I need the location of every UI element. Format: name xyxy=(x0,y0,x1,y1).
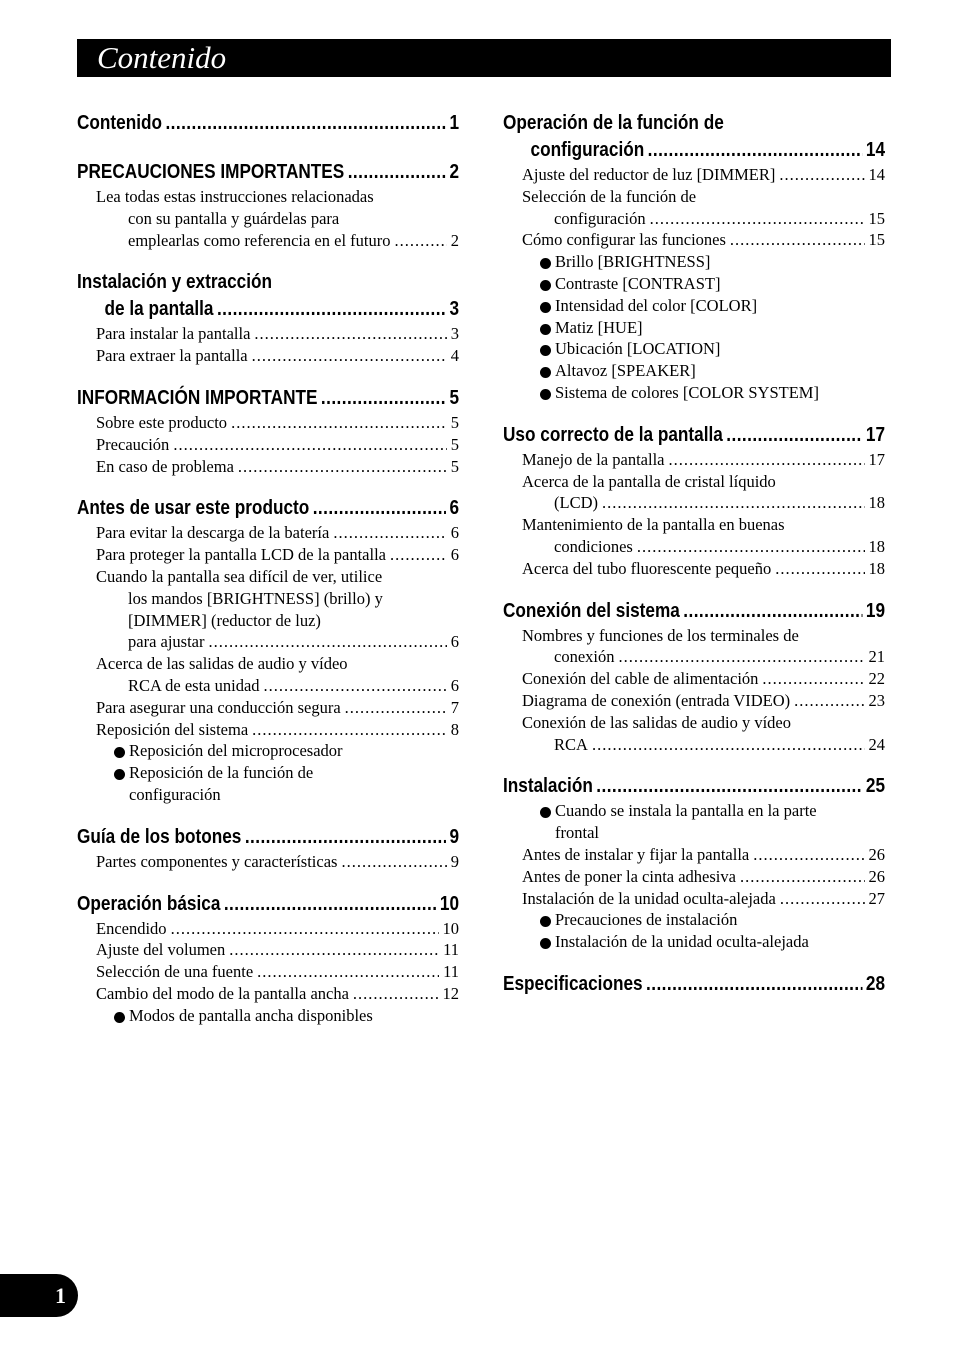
toc-entry[interactable] xyxy=(77,456,459,478)
toc-page-number: 28 xyxy=(865,972,886,995)
toc-left-column xyxy=(77,110,459,1045)
bullet-dot-icon xyxy=(114,1012,125,1023)
toc-page-number: 11 xyxy=(443,962,459,982)
toc-page-number: 14 xyxy=(868,165,885,184)
toc-entry-label: Para asegurar una conducción segura xyxy=(96,697,341,717)
toc-page-number: 18 xyxy=(868,493,885,513)
toc-bullet-label: Instalación de la unidad oculta-alejada xyxy=(555,932,809,952)
toc-heading[interactable] xyxy=(503,598,885,625)
bullet-dot-icon xyxy=(540,389,551,400)
toc-bullet-label: Precauciones de instalación xyxy=(555,910,738,930)
dot-leader xyxy=(650,208,865,230)
toc-heading-label: Uso correcto de la pantalla xyxy=(503,423,723,446)
toc-bullet-item[interactable] xyxy=(77,1005,459,1027)
toc-entry[interactable] xyxy=(77,522,459,544)
dot-leader xyxy=(345,697,447,719)
toc-bullet-label: Matiz [HUE] xyxy=(555,317,643,337)
toc-page-number: 15 xyxy=(868,208,885,228)
toc-heading-label: Contenido xyxy=(77,112,163,134)
toc-section xyxy=(77,159,459,251)
toc-bullet-label: Reposición del microprocesador xyxy=(129,741,343,761)
toc-section xyxy=(77,385,459,477)
toc-bullet-label: Contraste [CONTRAST] xyxy=(555,273,721,293)
toc-entry-label: (LCD) xyxy=(554,493,598,513)
dot-leader xyxy=(348,159,446,186)
dot-leader xyxy=(353,983,439,1005)
toc-heading-label: Guía de los botones xyxy=(77,825,242,848)
toc-bullet-item[interactable] xyxy=(503,800,885,844)
toc-entry-row xyxy=(522,208,885,230)
toc-page-number: 18 xyxy=(868,558,885,578)
toc-entry-label: Instalación de la unidad oculta-alejada xyxy=(522,888,776,908)
toc-bullet-item[interactable] xyxy=(503,382,885,404)
toc-entry[interactable] xyxy=(503,449,885,471)
toc-right-column xyxy=(503,110,885,1016)
toc-heading-row xyxy=(503,137,885,164)
toc-entry[interactable] xyxy=(503,471,885,515)
dot-leader xyxy=(165,110,446,137)
dot-leader xyxy=(224,891,437,918)
toc-entry-label: Reposición del sistema xyxy=(96,719,249,739)
toc-heading-label: Operación básica xyxy=(77,892,221,915)
toc-bullet-item[interactable] xyxy=(503,251,885,273)
toc-page-number: 25 xyxy=(865,775,886,798)
toc-bullet-label: Ubicación [LOCATION] xyxy=(555,339,721,359)
toc-bullet-item[interactable] xyxy=(77,762,459,806)
toc-page-number: 5 xyxy=(450,456,459,476)
bullet-dot-icon xyxy=(540,324,551,335)
dot-leader xyxy=(252,719,447,741)
toc-bullet-item[interactable] xyxy=(503,909,885,931)
dot-leader xyxy=(171,918,439,940)
toc-entry[interactable] xyxy=(77,851,459,873)
dot-leader xyxy=(592,734,865,756)
toc-entry[interactable] xyxy=(503,186,885,230)
toc-entry[interactable] xyxy=(503,712,885,756)
toc-section xyxy=(77,269,459,367)
toc-entry-label: Ajuste del volumen xyxy=(96,940,226,960)
toc-entry[interactable] xyxy=(503,844,885,866)
toc-page-number: 9 xyxy=(449,825,460,848)
toc-page-number: 3 xyxy=(450,324,459,344)
toc-entry-label: Lea todas estas instrucciones relacionadas xyxy=(96,187,374,206)
toc-entry-row xyxy=(522,734,885,756)
page-title: Contenido xyxy=(97,40,227,75)
toc-heading[interactable] xyxy=(77,110,459,137)
toc-heading-label: Instalación y extracción xyxy=(77,271,273,294)
toc-entry-label: Cuando la pantalla sea difícil de ver, utilice xyxy=(96,566,383,586)
dot-leader xyxy=(637,536,865,558)
toc-entry[interactable] xyxy=(503,625,885,669)
toc-entry-label: Para instalar la pantalla xyxy=(96,324,251,344)
toc-entry-label: condiciones xyxy=(554,536,633,556)
toc-entry[interactable] xyxy=(77,323,459,345)
toc-bullet-label: Modos de pantalla ancha disponibles xyxy=(129,1005,373,1025)
toc-heading[interactable] xyxy=(503,773,885,800)
toc-entry[interactable] xyxy=(77,434,459,456)
toc-entry-label: Acerca de las salidas de audio y vídeo xyxy=(96,654,348,674)
dot-leader xyxy=(596,773,862,800)
dot-leader xyxy=(245,824,446,851)
toc-bullet-label: Altavoz [SPEAKER] xyxy=(555,361,696,381)
toc-page-number: 1 xyxy=(449,112,460,134)
toc-entry[interactable] xyxy=(77,566,459,653)
toc-heading-label: Instalación xyxy=(503,775,593,798)
toc-entry[interactable] xyxy=(77,345,459,367)
toc-entry-label: Antes de instalar y fijar la pantalla xyxy=(522,844,750,864)
toc-entry-label: RCA de esta unidad xyxy=(128,675,260,695)
toc-entry-label: Antes de poner la cinta adhesiva xyxy=(522,866,736,886)
page-number-tab xyxy=(0,1274,78,1317)
toc-entry[interactable] xyxy=(503,888,885,910)
toc-page-number: 7 xyxy=(450,697,459,717)
toc-entry-label: [DIMMER] (reductor de luz) xyxy=(128,610,321,630)
toc-section xyxy=(77,110,459,137)
dot-leader xyxy=(238,456,447,478)
toc-entry-label: Sobre este producto xyxy=(96,412,228,432)
toc-entry-label: los mandos [BRIGHTNESS] (brillo) y xyxy=(128,588,383,608)
toc-entry-label: Manejo de la pantalla xyxy=(522,449,665,469)
toc-page-number: 5 xyxy=(450,434,459,454)
toc-page-number: 27 xyxy=(868,888,885,908)
toc-entry[interactable] xyxy=(503,558,885,580)
toc-section xyxy=(503,110,885,404)
toc-entry-label: Conexión del cable de alimentación xyxy=(522,669,759,689)
toc-page-number: 19 xyxy=(865,599,886,622)
dot-leader xyxy=(753,844,864,866)
toc-page-number: 14 xyxy=(865,139,886,161)
dot-leader xyxy=(254,323,446,345)
toc-entry[interactable] xyxy=(503,514,885,558)
toc-bullet-item[interactable] xyxy=(503,295,885,317)
toc-heading-label: PRECAUCIONES IMPORTANTES xyxy=(77,161,345,183)
toc-bullet-item[interactable] xyxy=(503,360,885,382)
toc-entry-row xyxy=(96,631,459,653)
toc-entry-label: Cambio del modo de la pantalla ancha xyxy=(96,983,349,1003)
toc-entry[interactable] xyxy=(77,918,459,940)
toc-entry[interactable] xyxy=(77,697,459,719)
toc-entry-label: Nombres y funciones de los terminales de xyxy=(522,625,799,645)
toc-page-number: 11 xyxy=(443,940,459,960)
toc-heading[interactable] xyxy=(77,159,459,186)
toc-heading[interactable] xyxy=(77,495,459,522)
toc-entry[interactable] xyxy=(77,719,459,741)
dot-leader xyxy=(390,544,447,566)
title-bar xyxy=(77,39,891,77)
toc-entry[interactable] xyxy=(503,668,885,690)
dot-leader xyxy=(209,631,447,653)
toc-page-number: 6 xyxy=(450,545,459,565)
toc-page-number: 2 xyxy=(450,230,459,250)
toc-heading-label: configuración xyxy=(530,139,645,161)
bullet-dot-icon xyxy=(540,280,551,291)
dot-leader xyxy=(780,888,865,910)
toc-heading-label: INFORMACIÓN IMPORTANTE xyxy=(77,386,318,409)
dot-leader xyxy=(668,449,864,471)
page-number: 1 xyxy=(55,1283,66,1308)
toc-heading-label: Conexión del sistema xyxy=(503,599,680,622)
toc-section xyxy=(503,598,885,756)
toc-entry[interactable] xyxy=(503,866,885,888)
dot-leader xyxy=(341,851,446,873)
toc-bullet-label: Sistema de colores [COLOR SYSTEM] xyxy=(555,382,819,402)
dot-leader xyxy=(257,961,439,983)
dot-leader xyxy=(775,558,864,580)
dot-leader xyxy=(264,675,447,697)
toc-entry-label: Precaución xyxy=(96,434,170,454)
toc-page-number: 5 xyxy=(450,412,459,432)
toc-entry-label: Partes componentes y características xyxy=(96,851,338,871)
toc-heading[interactable] xyxy=(503,422,885,449)
dot-leader xyxy=(779,164,864,186)
toc-entry[interactable] xyxy=(77,961,459,983)
toc-heading-label: Antes de usar este producto xyxy=(77,497,310,520)
toc-page-number: 15 xyxy=(868,230,885,250)
toc-entry-label: Para extraer la pantalla xyxy=(96,346,248,366)
toc-page-number: 4 xyxy=(450,346,459,366)
toc-heading-label: Operación de la función de xyxy=(503,112,724,134)
toc-bullet-label: Intensidad del color [COLOR] xyxy=(555,295,758,315)
toc-entry[interactable] xyxy=(77,186,459,251)
toc-heading[interactable] xyxy=(77,385,459,412)
toc-entry-label: con su pantalla y guárdelas para xyxy=(128,208,340,228)
toc-entry[interactable] xyxy=(77,939,459,961)
toc-entry-label: Acerca del tubo fluorescente pequeño xyxy=(522,558,772,578)
dot-leader xyxy=(683,598,862,625)
toc-page-number: 6 xyxy=(450,675,459,695)
toc-entry-label: Acerca de la pantalla de cristal líquido xyxy=(522,471,776,491)
toc-entry-label: Conexión de las salidas de audio y vídeo xyxy=(522,712,791,732)
toc-bullet-label: configuración xyxy=(129,784,221,804)
toc-section xyxy=(77,495,459,805)
toc-entry[interactable] xyxy=(77,412,459,434)
toc-entry[interactable] xyxy=(77,653,459,697)
toc-bullet-label: Cuando se instala la pantalla en la parte xyxy=(555,801,817,821)
toc-section xyxy=(503,971,885,998)
toc-entry[interactable] xyxy=(503,164,885,186)
toc-bullet-item[interactable] xyxy=(503,931,885,953)
dot-leader xyxy=(173,434,446,456)
toc-page-number: 6 xyxy=(450,523,459,543)
toc-page-number: 2 xyxy=(449,161,460,183)
toc-entry-label: Cómo configurar las funciones xyxy=(522,230,726,250)
dot-leader xyxy=(321,385,446,412)
toc-entry-label: Ajuste del reductor de luz [DIMMER] xyxy=(522,165,776,184)
toc-page-number: 5 xyxy=(449,386,460,409)
dot-leader xyxy=(740,866,865,888)
toc-page-number: 17 xyxy=(868,449,885,469)
toc-bullet-item[interactable] xyxy=(77,740,459,762)
toc-entry-label: configuración xyxy=(554,208,646,228)
dot-leader xyxy=(333,522,446,544)
toc-entry[interactable] xyxy=(503,229,885,251)
toc-page-number: 8 xyxy=(450,719,459,739)
toc-page-number: 6 xyxy=(449,497,460,520)
dot-leader xyxy=(229,939,439,961)
dot-leader xyxy=(217,296,446,323)
toc-entry-row xyxy=(522,492,885,514)
toc-page-number: 23 xyxy=(868,690,885,710)
toc-page-number: 6 xyxy=(450,632,459,652)
dot-leader xyxy=(395,230,447,252)
toc-entry-label: Diagrama de conexión (entrada VIDEO) xyxy=(522,690,791,710)
toc-page-number: 21 xyxy=(868,647,885,667)
toc-page-number: 12 xyxy=(442,983,459,1003)
dot-leader xyxy=(762,668,864,690)
toc-page-number: 24 xyxy=(868,734,885,754)
toc-bullet-label: Reposición de la función de xyxy=(129,763,314,783)
dot-leader xyxy=(231,412,447,434)
toc-entry-label: Para evitar la descarga de la batería xyxy=(96,523,330,543)
toc-bullet-label: Brillo [BRIGHTNESS] xyxy=(555,252,711,272)
toc-heading[interactable] xyxy=(77,824,459,851)
toc-section xyxy=(503,422,885,580)
toc-heading[interactable] xyxy=(77,891,459,918)
toc-entry-label: conexión xyxy=(554,647,615,667)
toc-entry-label: Mantenimiento de la pantalla en buenas xyxy=(522,515,785,535)
dot-leader xyxy=(252,345,447,367)
toc-page-number: 18 xyxy=(868,536,885,556)
toc-page-number: 10 xyxy=(442,918,459,938)
toc-entry[interactable] xyxy=(503,690,885,712)
toc-page-number: 26 xyxy=(868,866,885,886)
toc-entry-label: Para proteger la pantalla LCD de la pantalla xyxy=(96,545,386,565)
toc-entry-row xyxy=(96,230,459,252)
dot-leader xyxy=(646,971,862,998)
toc-page-number: 22 xyxy=(868,669,885,689)
toc-section xyxy=(77,824,459,873)
toc-bullet-label: frontal xyxy=(555,823,599,843)
toc-page-number: 17 xyxy=(865,423,886,446)
toc-bullet-item[interactable] xyxy=(503,317,885,339)
toc-entry-label: RCA xyxy=(554,734,588,754)
toc-entry-label: Selección de la función de xyxy=(522,186,697,206)
toc-bullet-item[interactable] xyxy=(503,338,885,360)
dot-leader xyxy=(602,492,865,514)
toc-entry-row xyxy=(522,536,885,558)
toc-entry-label: para ajustar xyxy=(128,632,205,652)
dot-leader xyxy=(618,646,864,668)
toc-entry[interactable] xyxy=(77,983,459,1005)
toc-page-number: 9 xyxy=(450,851,459,871)
dot-leader xyxy=(313,495,446,522)
toc-entry-row xyxy=(522,646,885,668)
toc-section xyxy=(77,891,459,1027)
toc-heading[interactable] xyxy=(503,971,885,998)
toc-heading-label: de la pantalla xyxy=(104,298,214,321)
toc-heading[interactable] xyxy=(77,269,459,323)
toc-entry[interactable] xyxy=(77,544,459,566)
toc-entry-row xyxy=(96,675,459,697)
toc-bullet-item[interactable] xyxy=(503,273,885,295)
dot-leader xyxy=(726,422,862,449)
toc-page-number: 10 xyxy=(439,892,460,915)
bullet-dot-icon xyxy=(540,302,551,313)
toc-heading-label: Especificaciones xyxy=(503,972,643,995)
dot-leader xyxy=(794,690,864,712)
dot-leader xyxy=(648,137,863,164)
toc-entry-label: Selección de una fuente xyxy=(96,962,254,982)
toc-entry-label: Encendido xyxy=(96,918,167,938)
toc-section xyxy=(503,773,885,953)
toc-page-number: 3 xyxy=(449,298,460,321)
toc-entry-label: En caso de problema xyxy=(96,456,234,476)
toc-heading-row xyxy=(77,296,459,323)
toc-page-number: 26 xyxy=(868,844,885,864)
dot-leader xyxy=(730,229,865,251)
toc-heading[interactable] xyxy=(503,110,885,164)
toc-entry-label: emplearlas como referencia en el futuro xyxy=(128,230,391,250)
